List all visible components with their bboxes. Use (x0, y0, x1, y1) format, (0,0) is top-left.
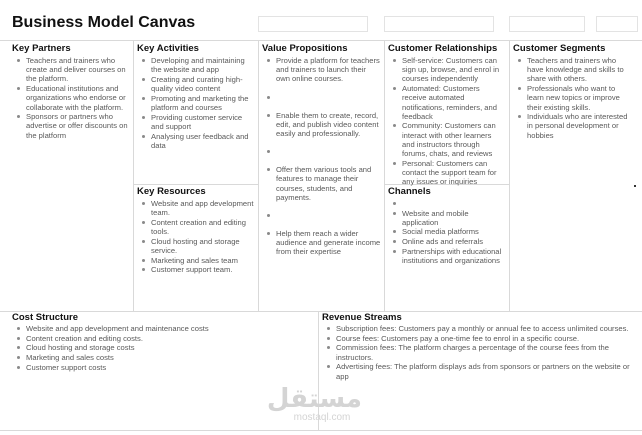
key-partners-list (13, 56, 128, 140)
list-item: Customer support team. (138, 265, 255, 274)
grid-line-top (0, 40, 642, 41)
list-item: Personal: Customers can contact the support team for any issues or inquiries (389, 159, 506, 187)
key-resources-list (138, 199, 255, 275)
list-item-empty (263, 93, 381, 102)
list-item: Promoting and marketing the platform and courses (138, 94, 255, 112)
list-item: Educational institutions and organizations who endorse or collaborate with the platform. (13, 84, 128, 112)
header-field-4 (596, 16, 638, 32)
list-item: Social media platforms (389, 227, 506, 236)
list-item: Creating and curating high-quality video content (138, 75, 255, 93)
cost-structure-heading: Cost Structure (12, 312, 78, 323)
list-item: Providing customer service and support (138, 113, 255, 131)
list-item-empty (263, 147, 381, 156)
list-item: Advertising fees: The platform displays ads from sponsors or partners on the website or app (323, 362, 631, 380)
grid-line-v1 (133, 40, 134, 311)
list-item: Course fees: Customers pay a one-time fee to enrol in a specific course. (323, 334, 631, 343)
key-partners-heading: Key Partners (12, 43, 71, 54)
list-item: Help them reach a wider audience and generate income from their expertise (263, 229, 381, 257)
list-item: Self-service: Customers can sign up, browse, and enrol in courses independently (389, 56, 506, 84)
list-item: Website and mobile application (389, 209, 506, 227)
grid-line-v4 (509, 40, 510, 311)
list-item: Partnerships with educational institutions and organizations (389, 247, 506, 265)
watermark-logo (266, 384, 362, 423)
value-propositions-heading: Value Propositions (262, 43, 348, 54)
grid-line-bottom (0, 430, 642, 431)
list-item: Enable them to create, record, edit, and publish video content easily and professionally. (263, 111, 381, 139)
grid-line-v3 (384, 40, 385, 311)
key-activities-list (138, 56, 255, 151)
list-item: Community: Customers can interact with other learners and instructors through forums, chats, and reviews (389, 121, 506, 158)
list-item: Subscription fees: Customers pay a monthly or annual fee to access unlimited courses. (323, 324, 631, 333)
channels-heading: Channels (388, 186, 431, 197)
list-item: Content creation and editing tools. (138, 218, 255, 236)
list-item: Marketing and sales costs (13, 353, 313, 362)
list-item-empty (263, 211, 381, 220)
channels-list (389, 199, 506, 266)
grid-line-v2 (258, 40, 259, 311)
page-title: Business Model Canvas (12, 14, 196, 31)
list-item: Developing and maintaining the website and app (138, 56, 255, 74)
list-item: Automated: Customers receive automated notifications, reminders, and feedback (389, 84, 506, 121)
revenue-streams-list (323, 324, 631, 381)
customer-relationships-heading: Customer Relationships (388, 43, 498, 54)
watermark-arabic: مستقل (266, 384, 362, 414)
customer-segments-list (514, 56, 632, 140)
list-item: Provide a platform for teachers and trainers to launch their own online courses. (263, 56, 381, 84)
list-item: Offer them various tools and features to manage their courses, students, and payments. (263, 165, 381, 202)
list-item: Website and app development and maintenance costs (13, 324, 313, 333)
list-item: Professionals who want to learn new topics or improve their existing skills. (514, 84, 632, 112)
key-resources-heading: Key Resources (137, 186, 206, 197)
header-field-3 (509, 16, 585, 32)
list-item: Teachers and trainers who create and deliver courses on the platform. (13, 56, 128, 84)
list-item: Cloud hosting and storage costs (13, 343, 313, 352)
list-item: Online ads and referrals (389, 237, 506, 246)
header-field-1 (258, 16, 368, 32)
list-item: Website and app development team. (138, 199, 255, 217)
stray-mark (634, 185, 636, 187)
list-item: Customer support costs (13, 363, 313, 372)
list-item-empty (389, 199, 506, 208)
list-item: Sponsors or partners who advertise or offer discounts on the platform (13, 112, 128, 140)
list-item: Content creation and editing costs. (13, 334, 313, 343)
key-activities-heading: Key Activities (137, 43, 199, 54)
header-field-2 (384, 16, 494, 32)
list-item: Analysing user feedback and data (138, 132, 255, 150)
watermark-latin: mostaql.com (293, 412, 351, 423)
customer-segments-heading: Customer Segments (513, 43, 606, 54)
grid-line-middle (0, 311, 642, 312)
list-item: Individuals who are interested in personal development or hobbies (514, 112, 632, 140)
grid-line-resources (133, 184, 258, 185)
value-propositions-list (263, 56, 381, 266)
list-item: Commission fees: The platform charges a percentage of the course fees from the instructors. (323, 343, 631, 361)
cost-structure-list (13, 324, 313, 373)
customer-relationships-list (389, 56, 506, 187)
list-item: Teachers and trainers who have knowledge and skills to share with others. (514, 56, 632, 84)
list-item: Cloud hosting and storage service. (138, 237, 255, 255)
revenue-streams-heading: Revenue Streams (322, 312, 402, 323)
list-item: Marketing and sales team (138, 256, 255, 265)
